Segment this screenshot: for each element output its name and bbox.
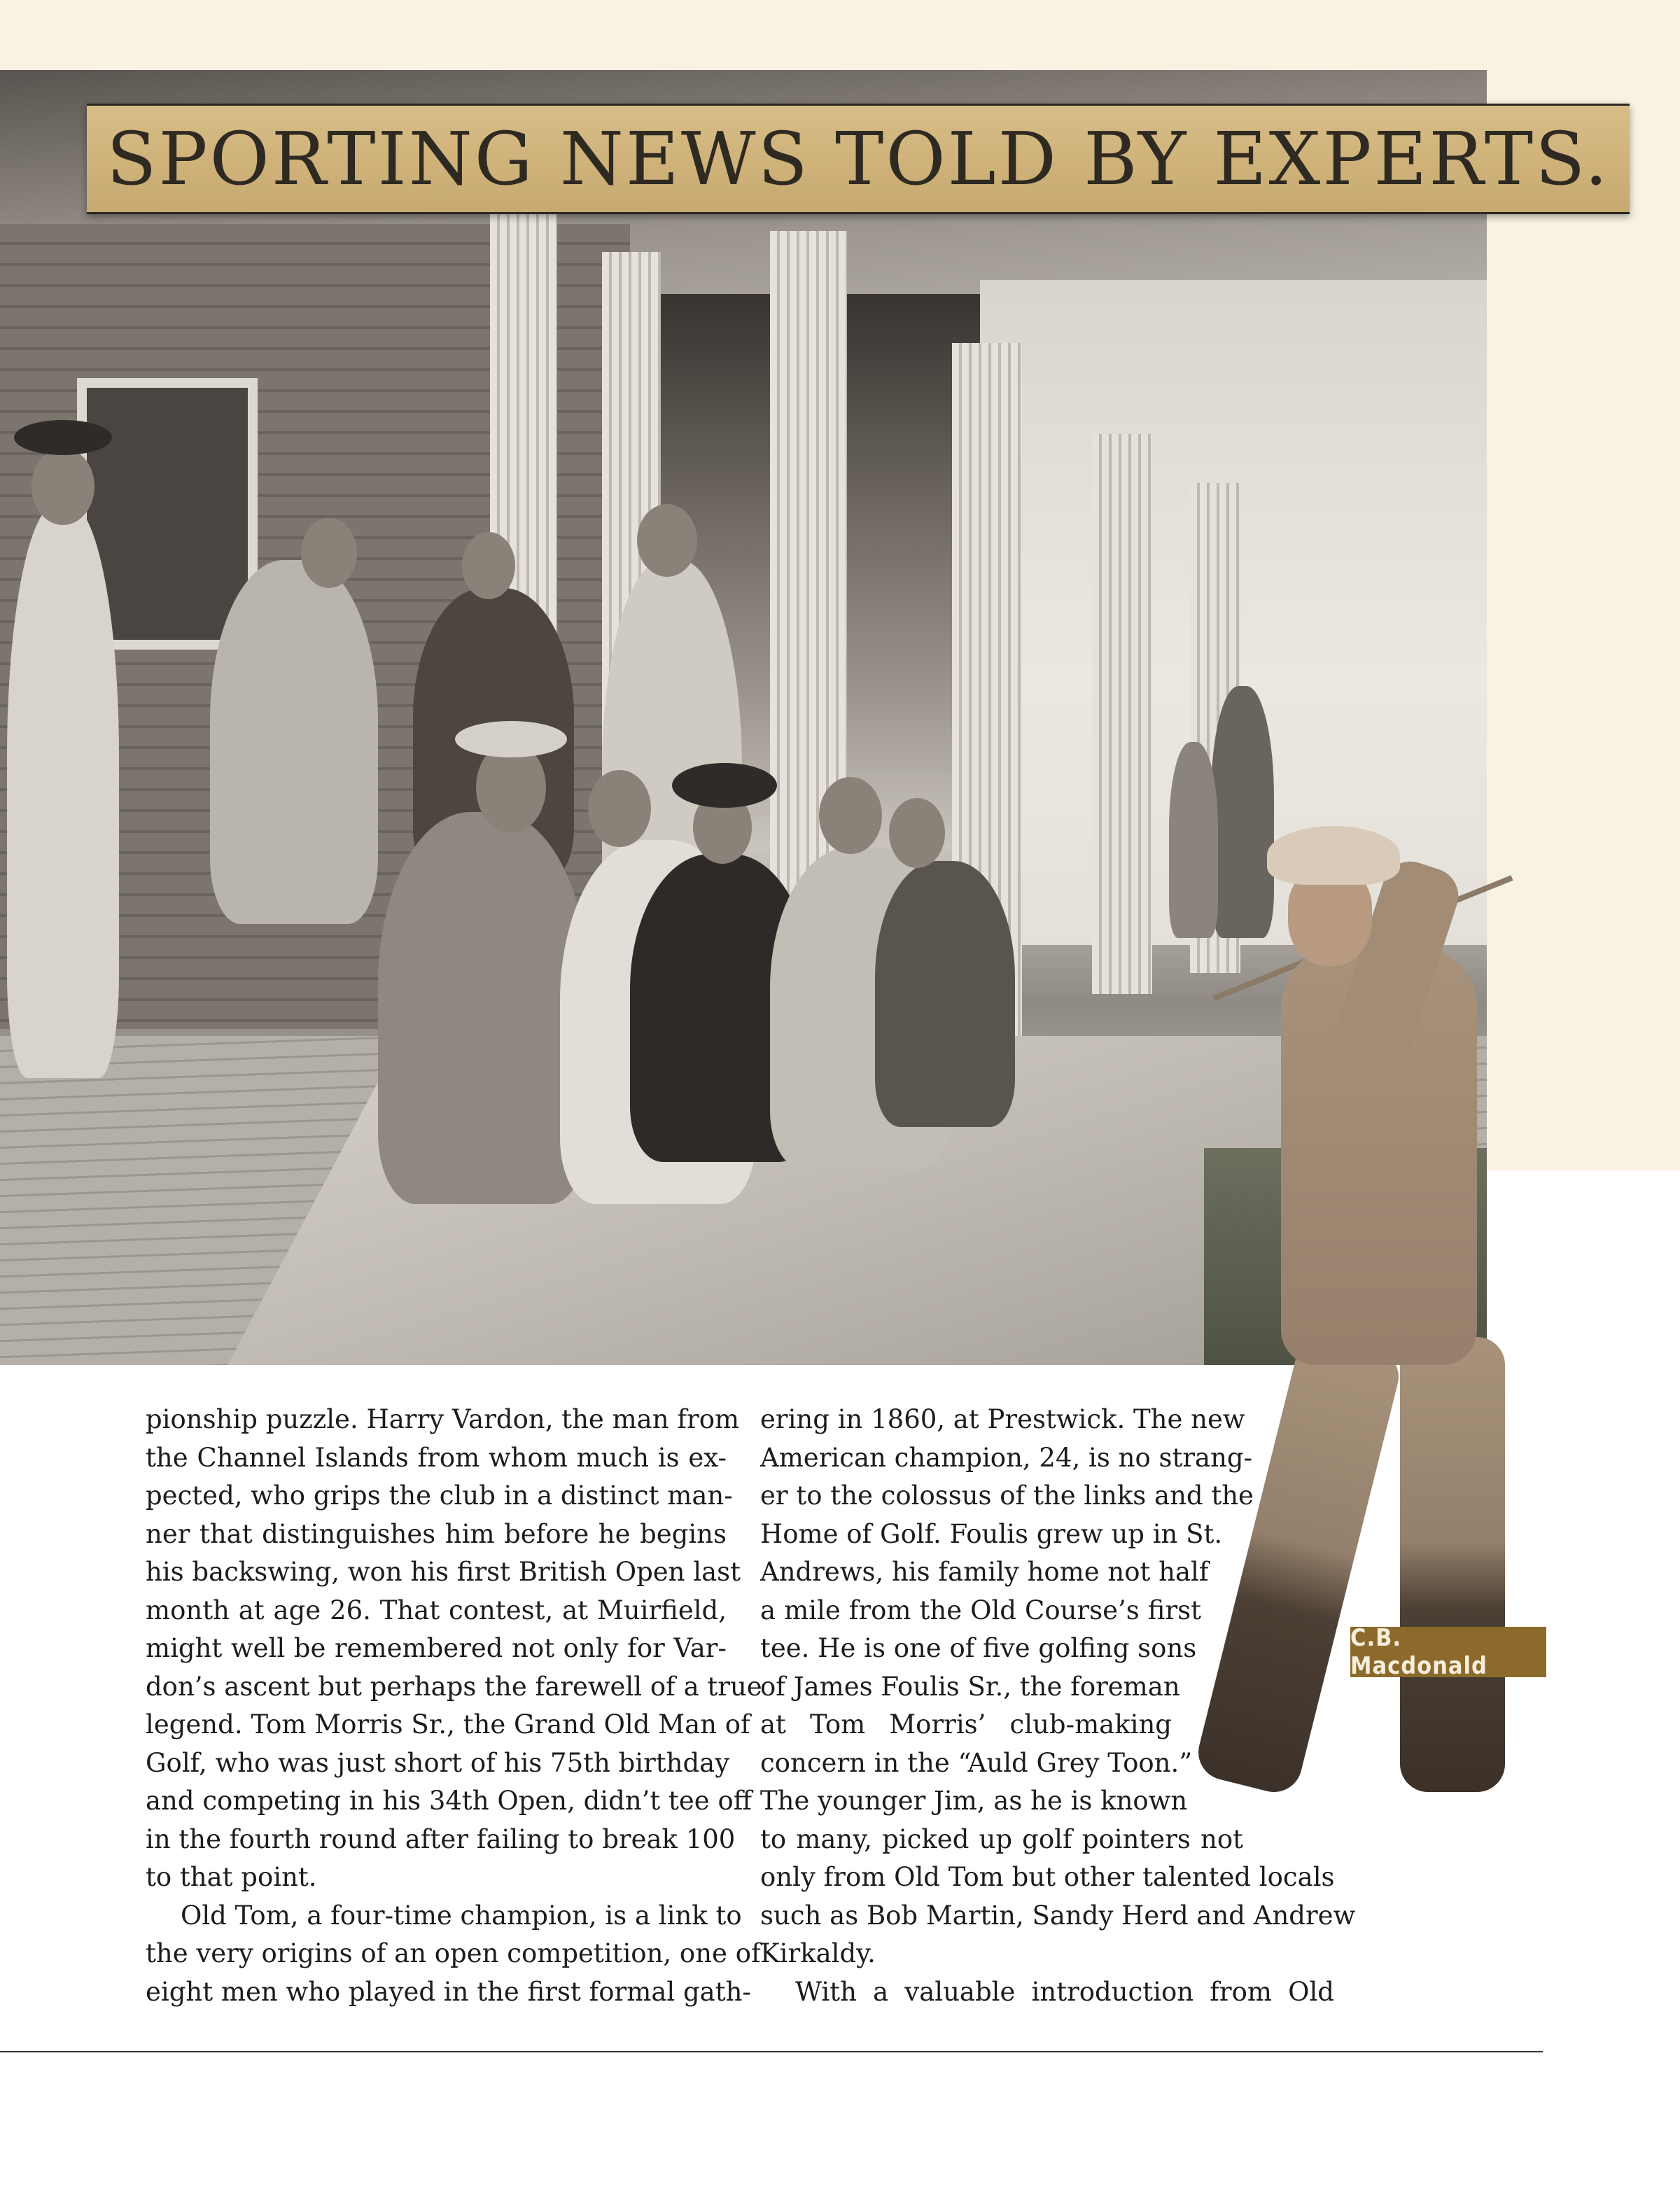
person-head: [819, 777, 882, 854]
text-line: and competing in his 34th Open, didn’t tee off: [146, 1786, 752, 1816]
golfer-cap: [1267, 826, 1400, 885]
person-head: [462, 532, 515, 599]
text-line: in the fourth round after failing to break 100: [146, 1823, 736, 1854]
text-line: only from Old Tom but other talented locals: [760, 1862, 1335, 1892]
text-line: With a valuable introduction from Old: [795, 1976, 1334, 2007]
text-line: The younger Jim, as he is known: [760, 1786, 1188, 1816]
text-line: pected, who grips the club in a distinct man-: [146, 1480, 733, 1511]
article-column-2: [760, 1401, 1356, 2011]
golfer-leg: [1400, 1337, 1505, 1792]
text-line: to many, picked up golf pointers not: [760, 1823, 1243, 1854]
person-head: [301, 518, 357, 588]
person-head: [637, 504, 697, 577]
standing-man-white-suit: [7, 504, 119, 1078]
text-line: tee. He is one of five golfing sons: [760, 1633, 1197, 1663]
seated-man-dark-coat: [875, 861, 1015, 1127]
text-line: ner that distinguishes him before he begins: [146, 1518, 727, 1549]
text-line: month at age 26. That contest, at Muirfield,: [146, 1595, 727, 1625]
text-line: the Channel Islands from whom much is ex-: [146, 1442, 727, 1473]
headline-text: SPORTING NEWS TOLD BY EXPERTS.: [106, 116, 1610, 202]
photo-caption: C.B. Macdonald: [1350, 1627, 1546, 1677]
boater-hat: [455, 721, 567, 757]
person-head: [588, 770, 651, 847]
feathered-hat: [672, 763, 777, 808]
text-line: concern in the “Auld Grey Toon.”: [760, 1747, 1193, 1778]
text-line: American champion, 24, is no strang-: [760, 1442, 1253, 1473]
seated-woman: [210, 560, 378, 924]
text-line: Kirkaldy.: [760, 1938, 876, 1968]
person-head: [889, 798, 945, 868]
text-line: eight men who played in the first formal gath-: [146, 1976, 751, 2007]
text-line: pionship puzzle. Harry Vardon, the man from: [146, 1404, 740, 1434]
text-line: might well be remembered not only for Var-: [146, 1633, 727, 1663]
text-line: Andrews, his family home not half: [760, 1557, 1209, 1587]
text-line: ering in 1860, at Prestwick. The new: [760, 1404, 1245, 1434]
article-column-1: [146, 1401, 762, 2011]
text-line: a mile from the Old Course’s first: [760, 1595, 1201, 1625]
text-line: legend. Tom Morris Sr., the Grand Old Man of: [146, 1709, 750, 1740]
text-line: to that point.: [146, 1862, 317, 1892]
text-line: at Tom Morris’ club-making: [760, 1709, 1172, 1740]
text-line: Golf, who was just short of his 75th birthday: [146, 1747, 730, 1778]
headline-clipping: [87, 104, 1630, 214]
text-line: Home of Golf. Foulis grew up in St.: [760, 1518, 1223, 1549]
text-line: of James Foulis Sr., the foreman: [760, 1671, 1180, 1702]
text-line: Old Tom, a four-time champion, is a link to: [181, 1900, 742, 1931]
text-line: such as Bob Martin, Sandy Herd and Andrew: [760, 1900, 1356, 1931]
page-rule: [0, 2051, 1543, 2052]
seated-man-gray-suit: [378, 812, 588, 1204]
person-head: [31, 448, 94, 525]
boater-hat: [14, 420, 112, 455]
text-line: the very origins of an open competition, one of: [146, 1938, 761, 1968]
text-line: don’s ascent but perhaps the farewell of a true: [146, 1671, 762, 1702]
text-line: er to the colossus of the links and the: [760, 1480, 1254, 1511]
porch-column: [1092, 434, 1152, 994]
text-line: his backswing, won his first British Open last: [146, 1557, 741, 1587]
